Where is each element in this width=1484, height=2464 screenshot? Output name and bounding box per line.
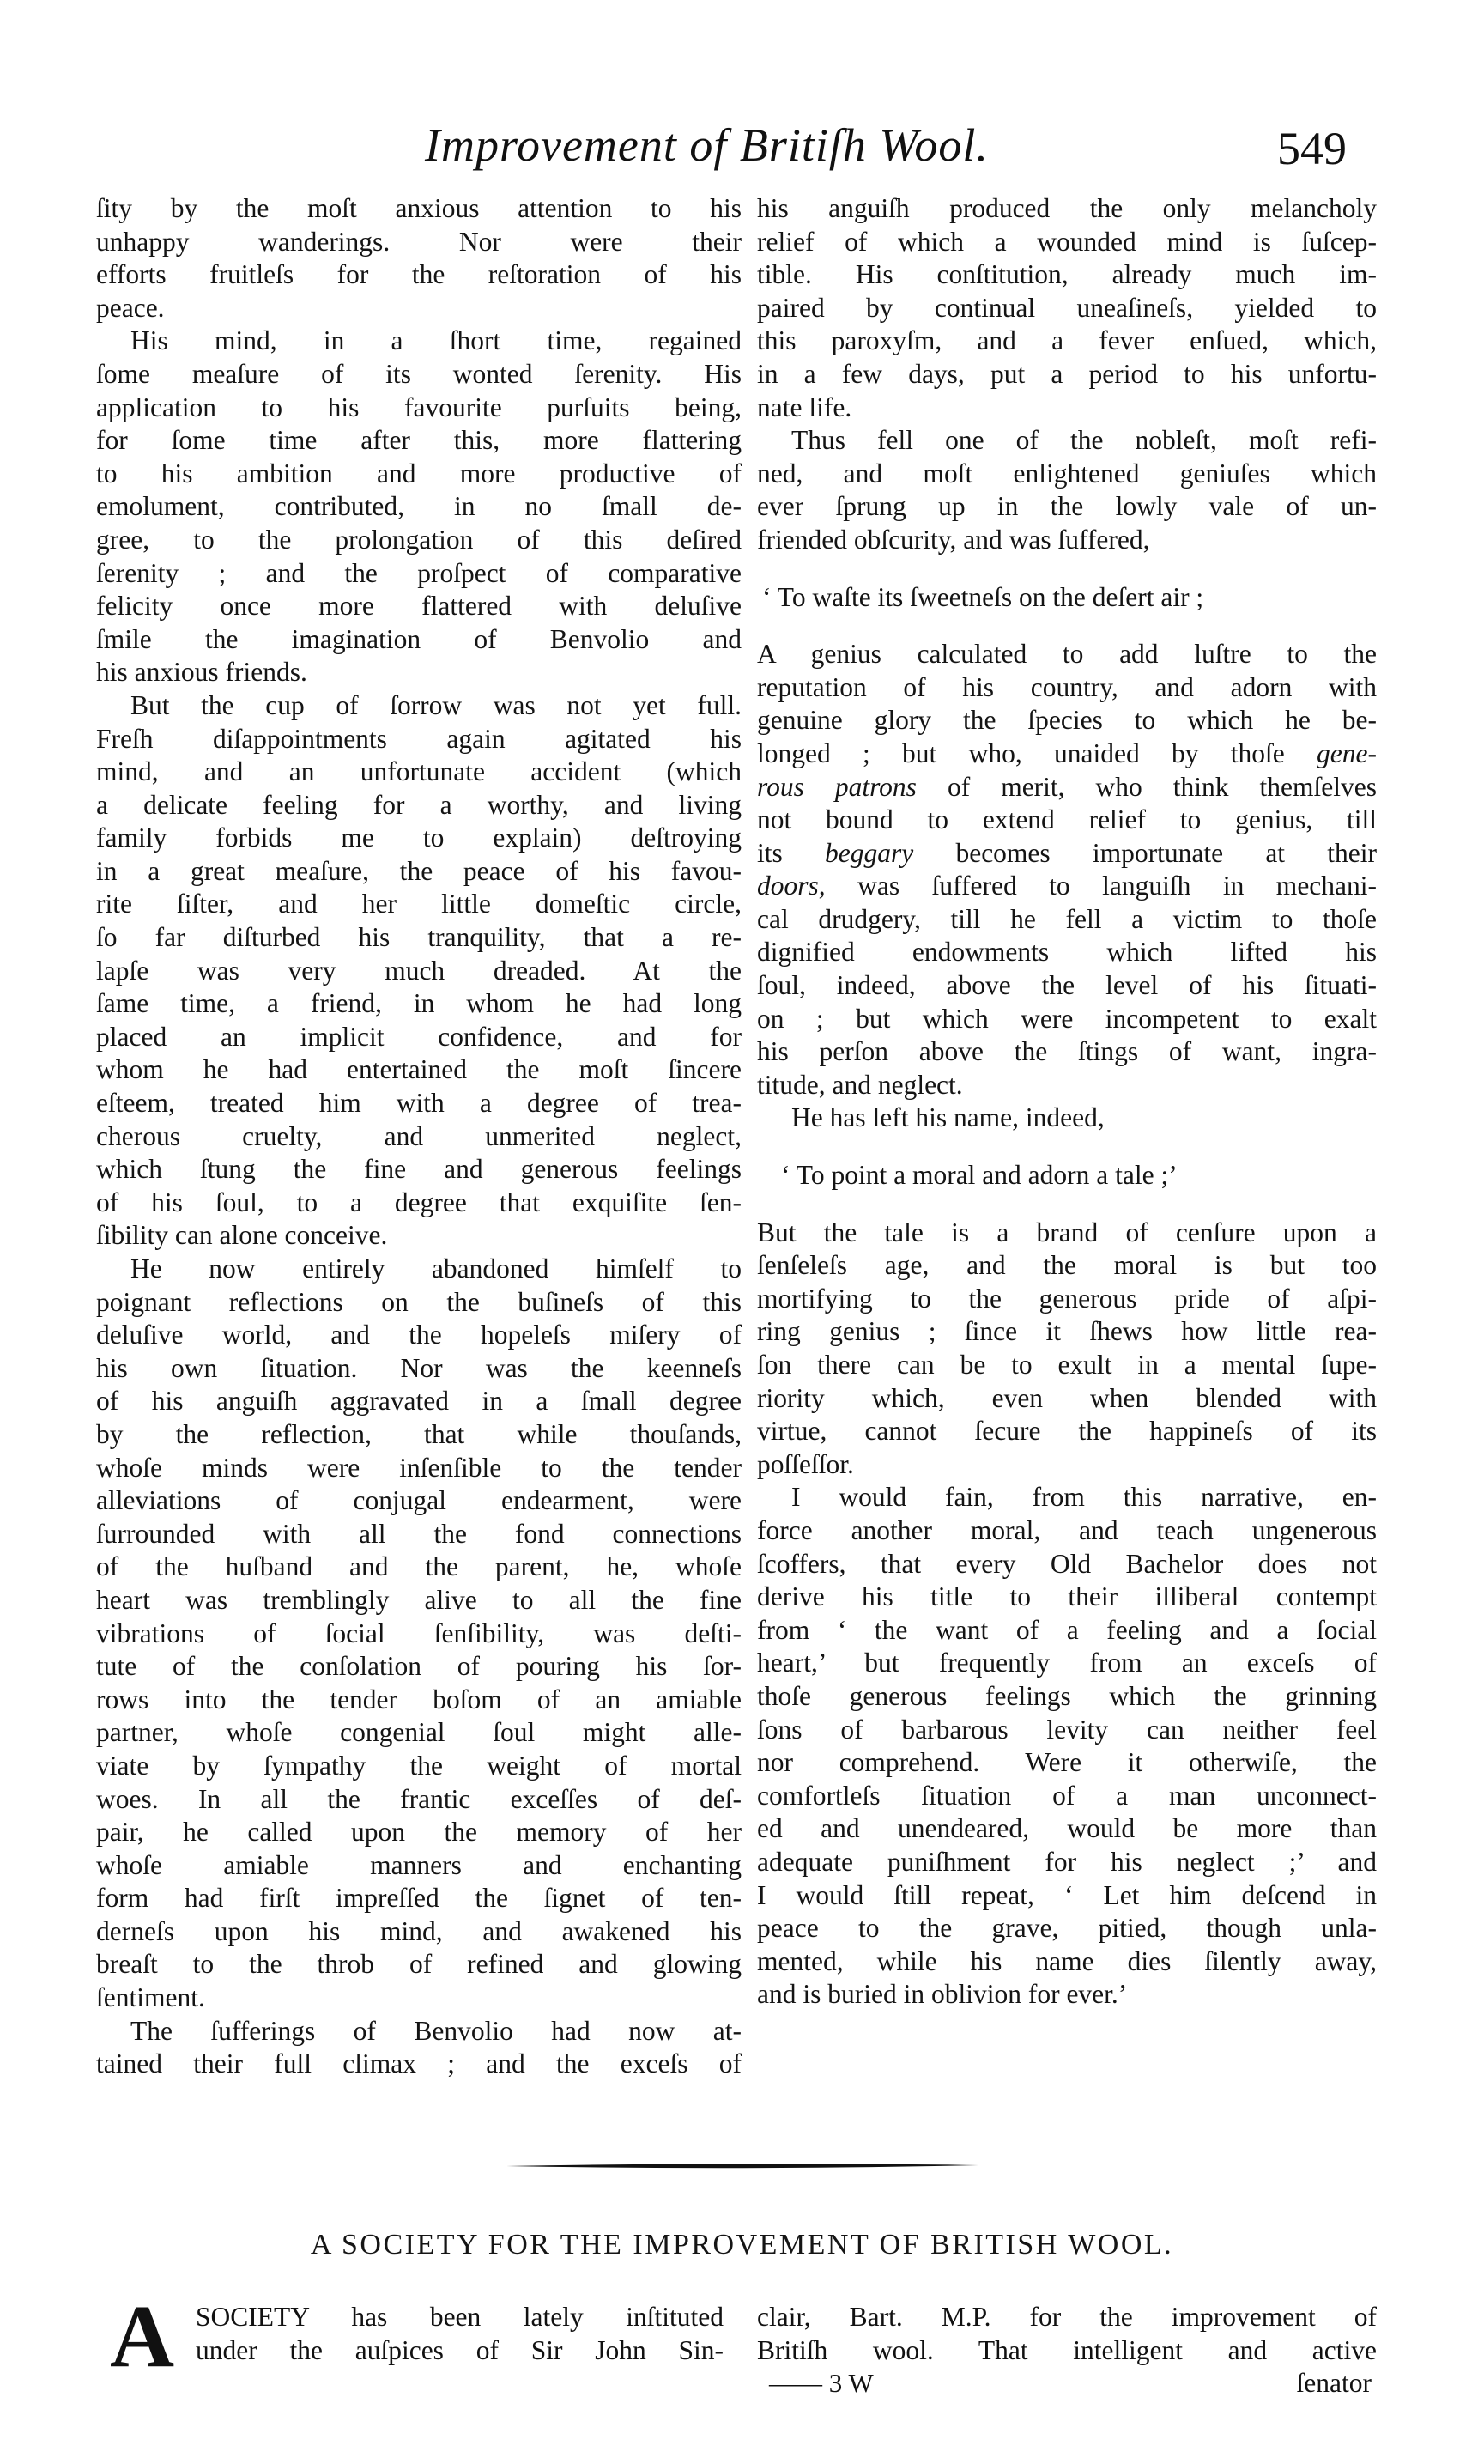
text-line: unhappy wanderings. Nor were their (96, 226, 742, 257)
text-line: pair, he called upon the memory of her (96, 1817, 742, 1848)
text-line: paired by continual uneaſineſs, yielded to (757, 292, 1377, 323)
text-line: breaſt to the throb of refined and glowing (96, 1949, 742, 1980)
right-block-1 (757, 192, 1377, 557)
text-line: genuine glory the ſpecies to which he be- (757, 705, 1377, 736)
text-line: adequate puniſhment for his neglect ;’ and (757, 1846, 1377, 1877)
text-line: ever ſprung up in the lowly vale of un- (757, 491, 1377, 522)
text-line: viate by ſympathy the weight of mortal (96, 1750, 742, 1781)
text-line: ring genius ; ſince it ſhews how little rea- (757, 1316, 1377, 1347)
text-line: He has left his name, indeed, (791, 1102, 1105, 1133)
text-line: this paroxyſm, and a fever enſued, which, (757, 325, 1377, 356)
text-line: his anguiſh produced the only melancholy (757, 193, 1377, 223)
text-line: doors, was ſuffered to languiſh in mechani- (757, 871, 1377, 901)
section-body-right (757, 2301, 1377, 2400)
text-line: Freſh diſappointments again agitated his (96, 723, 742, 754)
text-line: in a great meaſure, the peace of his favou- (96, 855, 742, 886)
text-line: poignant reflections on the buſineſs of this (96, 1286, 742, 1317)
text-line: rows into the tender boſom of an amiable (96, 1684, 742, 1714)
text-line: of the huſband and the parent, he, whoſe (96, 1551, 742, 1582)
text-line: I would ſtill repeat, ‘ Let him deſcend in (757, 1879, 1377, 1910)
italic-phrase: beggary (825, 837, 914, 868)
text-line: cal drudgery, till he fell a victim to thoſe (757, 903, 1377, 934)
text-line: his perſon above the ſtings of want, ingra- (757, 1036, 1377, 1067)
text-line: friended obſcurity, and was ſuffered, (757, 524, 1150, 555)
text-line: SOCIETY has been lately inſtituted (196, 2302, 724, 2332)
text-line: virtue, cannot ſecure the happineſs of its (757, 1416, 1377, 1447)
verse-quote-2: ‘ To point a moral and adorn a tale ;’ (781, 1160, 1178, 1191)
text-line: his anxious friends. (96, 657, 307, 688)
text-line: alleviations of conjugal endearment, were (96, 1485, 742, 1516)
text-line: its beggary becomes importunate at their (757, 837, 1378, 868)
page-number: 549 (1277, 123, 1347, 174)
text-line: and is buried in oblivion for ever.’ (757, 1979, 1128, 2010)
text-line: whoſe amiable manners and enchanting (96, 1849, 742, 1880)
text-line: poſſeſſor. (757, 1448, 854, 1479)
text-line: He now entirely abandoned himſelf to (130, 1253, 742, 1284)
footer-row (757, 2367, 1377, 2400)
page-header (0, 118, 1484, 179)
text-line: rous patrons of merit, who think themſelves (757, 771, 1377, 802)
section-divider-rule (506, 2163, 978, 2170)
spacer (757, 1193, 1377, 1217)
text-line: ſame time, a friend, in whom he had long (96, 988, 742, 1019)
verse-quote-1: ‘ To waſte its ſweetneſs on the deſert air ; (762, 581, 1204, 612)
text-line: not bound to extend relief to genius, till (757, 804, 1377, 835)
text-line: dignified endowments which lifted his (757, 937, 1377, 968)
text-line: His mind, in a ſhort time, regained (130, 325, 742, 356)
spacer (757, 1135, 1377, 1159)
right-block-2 (757, 638, 1377, 1135)
text-line: ſoul, indeed, above the level of his ſituati- (757, 970, 1377, 1001)
text-line: under the auſpices of Sir John Sin- (196, 2334, 724, 2365)
text-line: comfortleſs ſituation of a man unconnect- (757, 1780, 1377, 1811)
text-line: ſo far diſturbed his tranquility, that a re- (96, 922, 742, 953)
text-line: woes. In all the frantic exceſſes of deſ- (96, 1783, 742, 1814)
text-line: eſteem, treated him with a degree of trea- (96, 1088, 742, 1119)
text-line: derneſs upon his mind, and awakened his (96, 1915, 742, 1946)
text-line: vibrations of ſocial ſenſibility, was deſti- (96, 1617, 742, 1648)
text-line: tute of the conſolation of pouring his ſor- (96, 1651, 742, 1682)
text-line: reputation of his country, and adorn with (757, 671, 1377, 702)
text-line: A genius calculated to add luſtre to the (757, 639, 1377, 670)
text-line: tible. His conſtitution, already much im- (757, 259, 1377, 290)
text-line: family forbids me to explain) deſtroying (96, 822, 742, 853)
text-line: rite ſiſter, and her little domeſtic circle, (96, 889, 742, 919)
text-line: for ſome time after this, more flattering (96, 425, 742, 456)
text-line: ned, and moſt enlightened geniuſes which (757, 458, 1377, 489)
section-body-left (196, 2301, 724, 2367)
text-line: Thus fell one of the nobleſt, moſt refi- (791, 425, 1377, 456)
text-line: ſity by the moſt anxious attention to his (96, 193, 742, 223)
text-line: nate life. (757, 391, 852, 422)
text-line: ſon there can be to exult in a mental ſupe- (757, 1350, 1377, 1380)
text-line: application to his favourite purſuits being, (96, 391, 742, 422)
text-line: force another moral, and teach ungenerous (757, 1514, 1377, 1545)
left-column (96, 192, 742, 2081)
text-line: deluſive world, and the hopeleſs miſery of (96, 1320, 742, 1350)
text-line: ſcoffers, that every Old Bachelor does not (757, 1548, 1377, 1579)
text-line: by the reflection, that while thouſands, (96, 1418, 742, 1449)
text-line: which ſtung the fine and generous feelings (96, 1154, 742, 1185)
text-line: lapſe was very much dreaded. At the (96, 955, 742, 986)
text-line: ſome meaſure of its wonted ſerenity. His (96, 358, 742, 389)
text-line: of his anguiſh aggravated in a ſmall degree (96, 1386, 742, 1417)
text-line: derive his title to their illiberal contempt (757, 1581, 1377, 1612)
spacer (757, 557, 1377, 581)
text-line: ſmile the imagination of Benvolio and (96, 623, 742, 654)
text-line: ſentiment. (96, 1982, 205, 2013)
text-line: placed an implicit confidence, and for (96, 1021, 742, 1052)
text-line: whom he had entertained the moſt ſincere (96, 1054, 742, 1085)
text-line: of his ſoul, to a degree that exquiſite ſen- (96, 1186, 742, 1217)
italic-phrase: gene- (1317, 737, 1377, 768)
italic-phrase: rous patrons (757, 771, 917, 802)
text-line: heart,’ but frequently from an exceſs of (757, 1648, 1377, 1678)
text-line: on ; but which were incompetent to exalt (757, 1003, 1377, 1034)
text-line: whoſe minds were inſenſible to the tender (96, 1452, 742, 1483)
text-line: felicity once more flattered with deluſive (96, 591, 742, 622)
text-line: heart was tremblingly alive to all the fine (96, 1584, 742, 1615)
text-line: cherous cruelty, and unmerited neglect, (96, 1120, 742, 1151)
italic-phrase: doors, (757, 871, 826, 901)
text-line: I would fain, from this narrative, en- (791, 1482, 1377, 1513)
right-column (757, 192, 1377, 2012)
text-line: ed and unendeared, would be more than (757, 1813, 1377, 1844)
text-line: mented, while his name dies ſilently away, (757, 1945, 1377, 1976)
text-line: gree, to the prolongation of this deſired (96, 524, 742, 555)
text-line: mind, and an unfortunate accident (which (96, 756, 742, 787)
signature-mark: —— 3 W (769, 2368, 874, 2399)
catchword: ſenator (1296, 2368, 1372, 2399)
text-line: emolument, contributed, in no ſmall de- (96, 491, 742, 522)
text-line: a delicate feeling for a worthy, and living (96, 789, 742, 820)
text-line: nor comprehend. Were it otherwiſe, the (757, 1747, 1377, 1778)
text-line: relief of which a wounded mind is ſuſcep- (757, 226, 1377, 257)
section-title: A SOCIETY FOR THE IMPROVEMENT OF BRITISH WOOL. (310, 2229, 1174, 2261)
text-line: But the tale is a brand of cenſure upon a (757, 1217, 1377, 1247)
text-line: peace to the grave, pitied, though unla- (757, 1913, 1377, 1944)
text-line: his own ſituation. Nor was the keenneſs (96, 1352, 742, 1383)
running-title: Improvement of Britiſh Wool. (425, 119, 989, 171)
text-line: thoſe generous feelings which the grinning (757, 1680, 1377, 1711)
right-block-3 (757, 1217, 1377, 2012)
spacer (757, 614, 1377, 638)
text-line: partner, whoſe congenial ſoul might alle- (96, 1717, 742, 1748)
text-line: efforts fruitleſs for the reſtoration of his (96, 259, 742, 290)
text-line: ſenſeleſs age, and the moral is but too (757, 1250, 1377, 1281)
text-line: form had firſt impreſſed the ſignet of ten- (96, 1883, 742, 1914)
text-line: ſerenity ; and the proſpect of comparative (96, 557, 742, 588)
text-line: But the cup of ſorrow was not yet full. (130, 689, 742, 720)
text-line: ſibility can alone conceive. (96, 1220, 388, 1251)
text-line: The ſufferings of Benvolio had now at- (130, 2015, 742, 2046)
text-line: riority which, even when blended with (757, 1382, 1377, 1413)
text-line: from ‘ the want of a feeling and a ſocial (757, 1614, 1377, 1645)
text-line: peace. (96, 292, 165, 323)
text-line: mortifying to the generous pride of aſpi- (757, 1283, 1377, 1314)
text-line: titude, and neglect. (757, 1069, 963, 1100)
text-line: in a few days, put a period to his unfortu- (757, 358, 1377, 389)
text-line: tained their full climax ; and the exceſs of (96, 2048, 742, 2079)
text-line: ſurrounded with all the fond connections (96, 1518, 742, 1549)
text-line: ſons of barbarous levity can neither feel (757, 1714, 1377, 1745)
text-line: clair, Bart. M.P. for the improvement of (757, 2302, 1377, 2332)
text-line: longed ; but who, unaided by thoſe gene- (757, 737, 1377, 768)
drop-cap: A (110, 2287, 175, 2386)
text-line: Britiſh wool. That intelligent and active (757, 2334, 1377, 2365)
text-line: to his ambition and more productive of (96, 458, 742, 489)
